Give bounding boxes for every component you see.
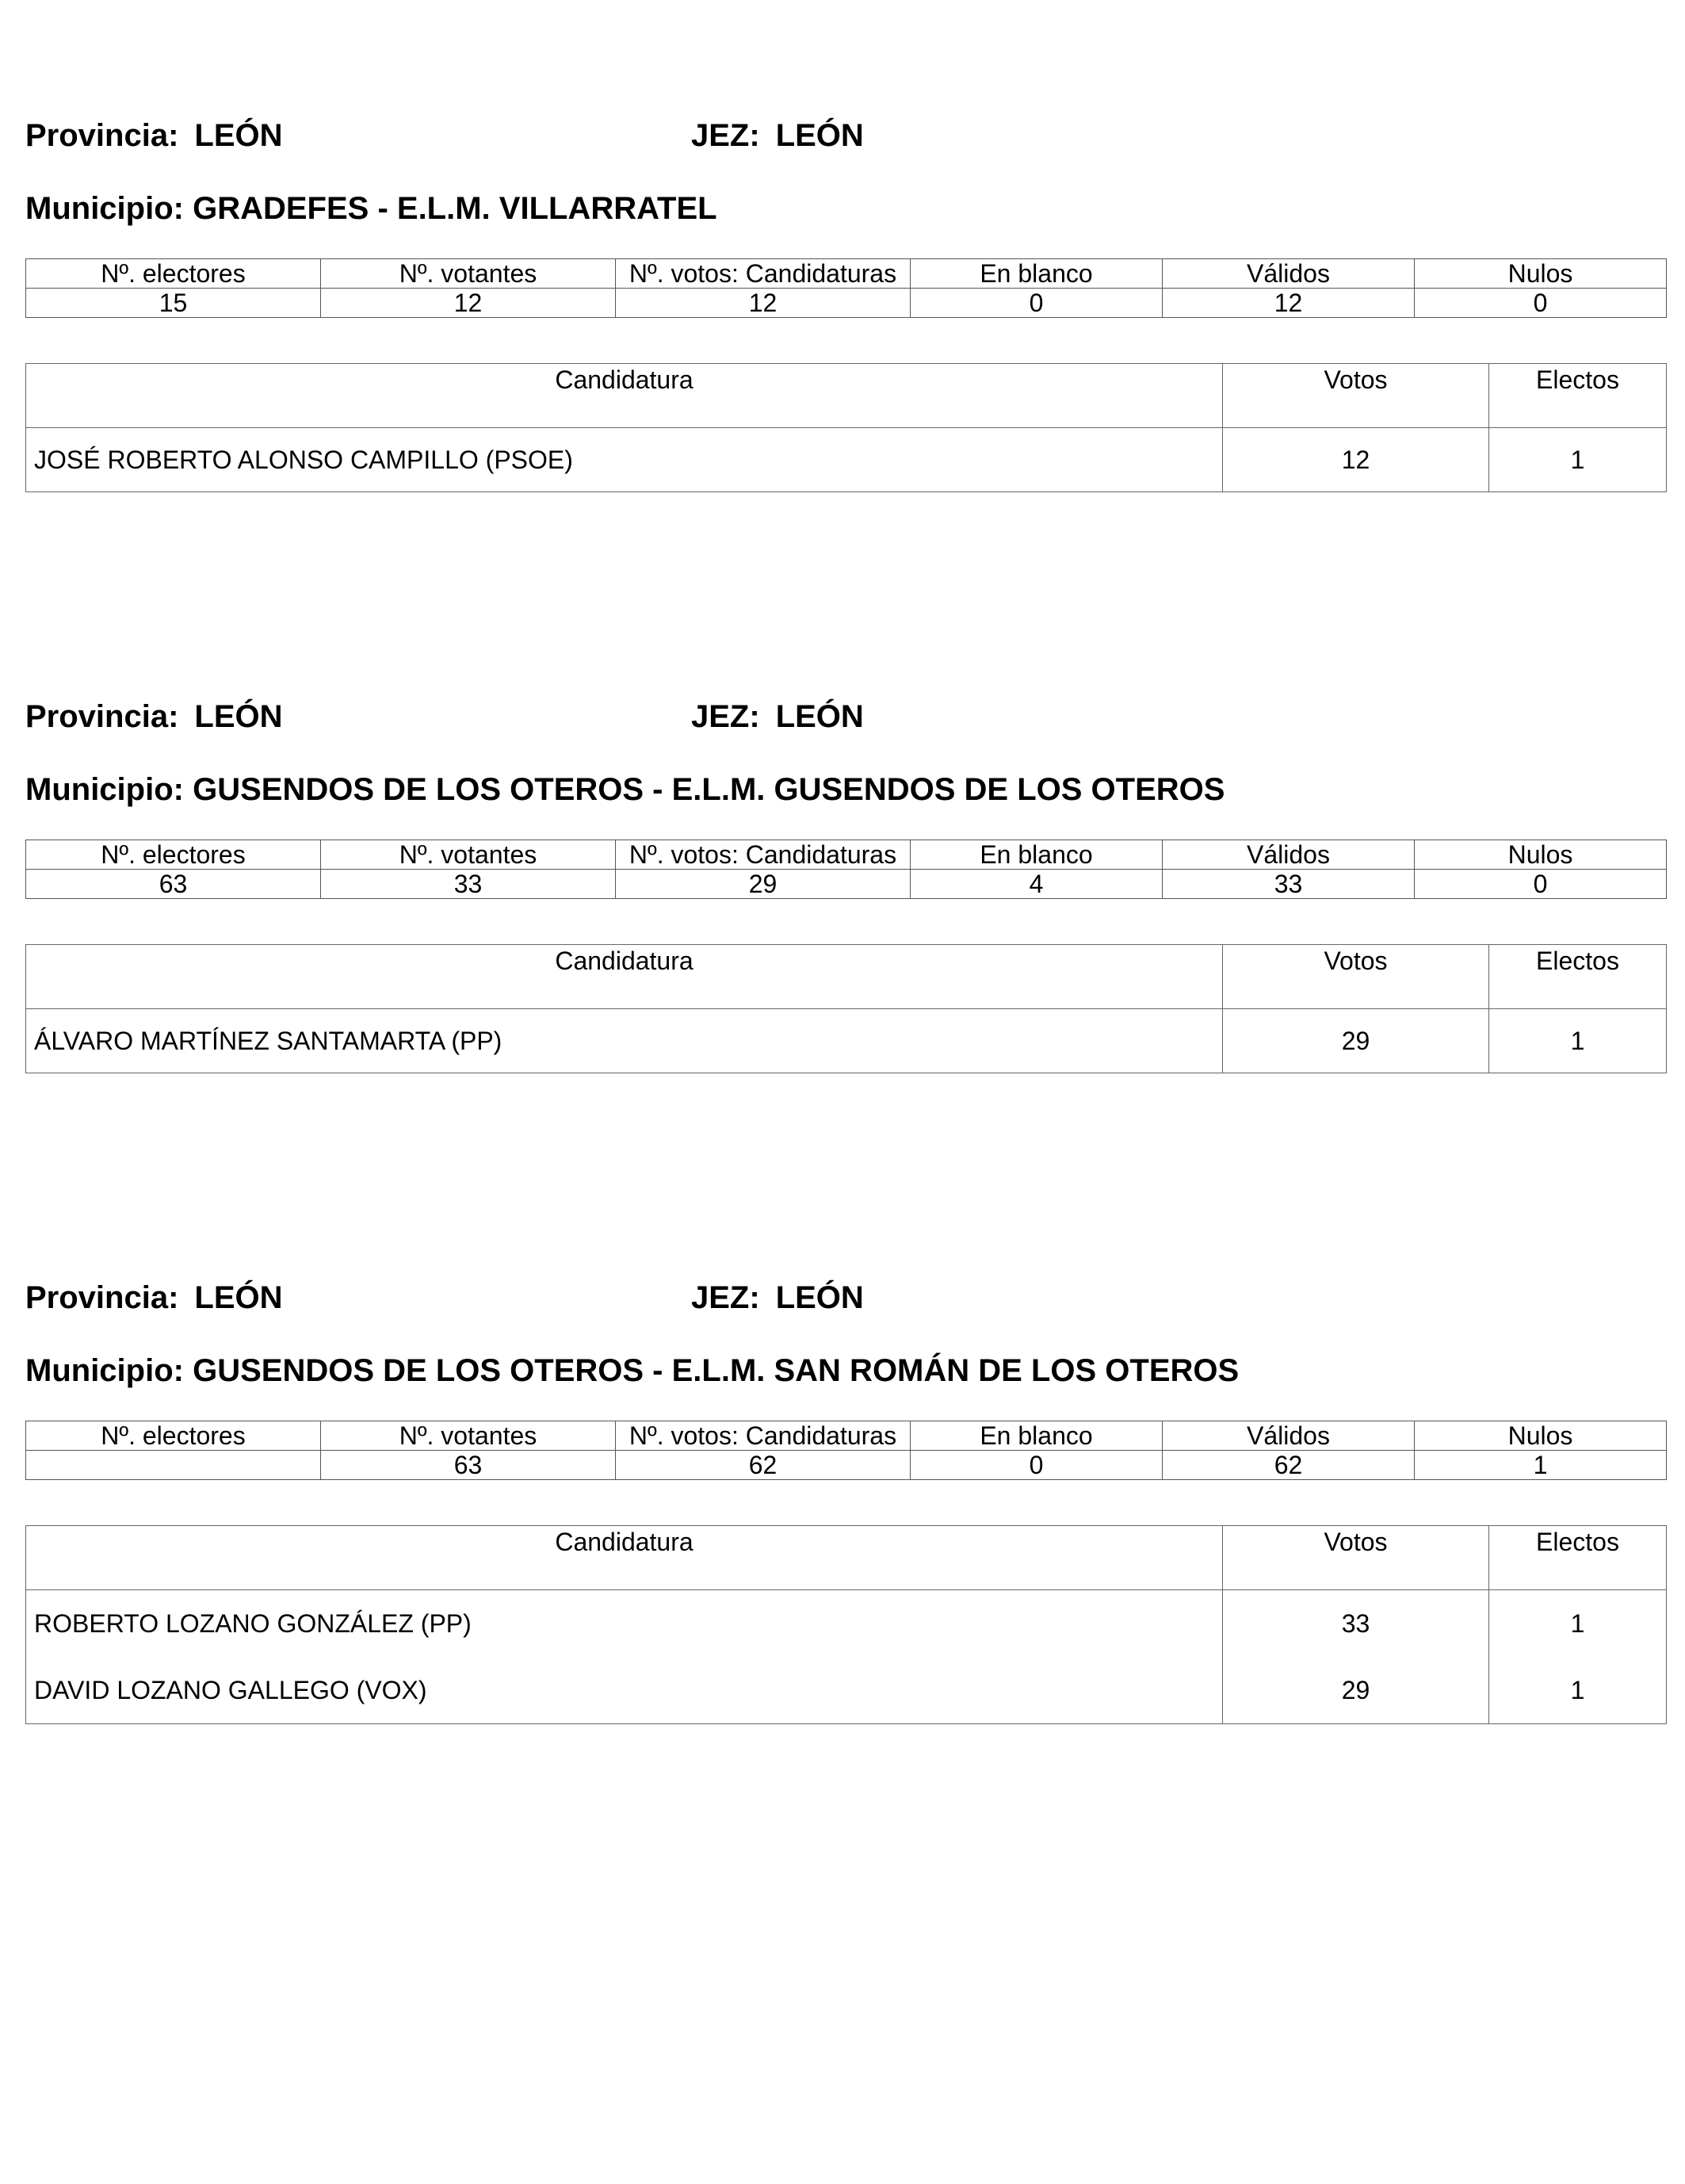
candidate-electos: 1 xyxy=(1489,1009,1667,1073)
stats-header-row xyxy=(26,1421,1667,1451)
provincia-line xyxy=(25,697,283,736)
stats-value-validos: 33 xyxy=(1163,870,1415,899)
provincia-value: LEÓN xyxy=(194,699,283,734)
candidates-header-row xyxy=(26,364,1667,428)
provincia-label: Provincia: xyxy=(25,1280,179,1315)
candidates-table xyxy=(25,1525,1667,1724)
stats-table xyxy=(25,840,1667,899)
stats-header-row xyxy=(26,840,1667,870)
provincia-value: LEÓN xyxy=(194,1280,283,1315)
candidates-header-electos: Electos xyxy=(1489,945,1667,1009)
jez-line xyxy=(691,1278,864,1318)
candidate-row xyxy=(26,428,1667,492)
stats-header-nulos: Nulos xyxy=(1415,259,1667,289)
candidates-header-votos: Votos xyxy=(1223,364,1489,428)
provincia-line xyxy=(25,1278,283,1318)
jez-value: LEÓN xyxy=(775,699,864,734)
candidate-name: ROBERTO LOZANO GONZÁLEZ (PP) xyxy=(26,1590,1223,1658)
candidate-electos: 1 xyxy=(1489,1590,1667,1658)
jez-value: LEÓN xyxy=(775,118,864,153)
candidates-table xyxy=(25,363,1667,492)
municipio-line xyxy=(25,770,1225,809)
municipio-label: Municipio: xyxy=(25,1353,184,1388)
candidates-header-electos: Electos xyxy=(1489,1526,1667,1590)
jez-value: LEÓN xyxy=(775,1280,864,1315)
stats-value-validos: 62 xyxy=(1163,1451,1415,1480)
candidate-votos: 29 xyxy=(1223,1657,1489,1724)
stats-value-votantes: 63 xyxy=(321,1451,616,1480)
candidate-votos: 29 xyxy=(1223,1009,1489,1073)
candidate-row xyxy=(26,1009,1667,1073)
municipio-value: GRADEFES - E.L.M. VILLARRATEL xyxy=(193,191,717,226)
stats-value-votantes: 12 xyxy=(321,289,616,318)
candidates-header-electos: Electos xyxy=(1489,364,1667,428)
candidate-votos: 12 xyxy=(1223,428,1489,492)
stats-header-validos: Válidos xyxy=(1163,840,1415,870)
stats-header-en-blanco: En blanco xyxy=(911,1421,1163,1451)
jez-label: JEZ: xyxy=(691,699,760,734)
stats-value-electores: 15 xyxy=(26,289,321,318)
municipio-value: GUSENDOS DE LOS OTEROS - E.L.M. SAN ROMÁN DE LOS OTEROS xyxy=(193,1353,1240,1388)
stats-value-votantes: 33 xyxy=(321,870,616,899)
provincia-label: Provincia: xyxy=(25,118,179,153)
municipio-value: GUSENDOS DE LOS OTEROS - E.L.M. GUSENDOS DE LOS OTEROS xyxy=(193,772,1225,807)
candidate-name: JOSÉ ROBERTO ALONSO CAMPILLO (PSOE) xyxy=(26,428,1223,492)
stats-value-votos-candidaturas: 62 xyxy=(616,1451,911,1480)
candidates-table xyxy=(25,944,1667,1073)
stats-header-validos: Válidos xyxy=(1163,259,1415,289)
municipio-line xyxy=(25,189,717,228)
stats-value-votos-candidaturas: 29 xyxy=(616,870,911,899)
stats-header-electores: Nº. electores xyxy=(26,1421,321,1451)
stats-value-nulos: 1 xyxy=(1415,1451,1667,1480)
provincia-value: LEÓN xyxy=(194,118,283,153)
stats-value-validos: 12 xyxy=(1163,289,1415,318)
stats-value-nulos: 0 xyxy=(1415,870,1667,899)
candidate-electos: 1 xyxy=(1489,1657,1667,1724)
candidates-header-candidatura: Candidatura xyxy=(26,1526,1223,1590)
stats-header-validos: Válidos xyxy=(1163,1421,1415,1451)
candidate-votos: 33 xyxy=(1223,1590,1489,1658)
stats-header-votos-candidaturas: Nº. votos: Candidaturas xyxy=(616,1421,911,1451)
jez-line xyxy=(691,697,864,736)
stats-value-electores: 63 xyxy=(26,870,321,899)
stats-table xyxy=(25,258,1667,318)
jez-label: JEZ: xyxy=(691,1280,760,1315)
stats-value-row xyxy=(26,870,1667,899)
candidates-header-votos: Votos xyxy=(1223,1526,1489,1590)
stats-header-row xyxy=(26,259,1667,289)
jez-line xyxy=(691,116,864,155)
candidate-row xyxy=(26,1590,1667,1658)
candidates-header-row xyxy=(26,1526,1667,1590)
provincia-line xyxy=(25,116,283,155)
candidates-header-candidatura: Candidatura xyxy=(26,364,1223,428)
stats-header-en-blanco: En blanco xyxy=(911,840,1163,870)
stats-value-row xyxy=(26,1451,1667,1480)
municipio-label: Municipio: xyxy=(25,191,184,226)
candidates-header-votos: Votos xyxy=(1223,945,1489,1009)
stats-header-votos-candidaturas: Nº. votos: Candidaturas xyxy=(616,840,911,870)
stats-value-en-blanco: 0 xyxy=(911,1451,1163,1480)
candidate-row xyxy=(26,1657,1667,1724)
stats-header-nulos: Nulos xyxy=(1415,840,1667,870)
stats-header-votantes: Nº. votantes xyxy=(321,1421,616,1451)
stats-header-votantes: Nº. votantes xyxy=(321,259,616,289)
stats-value-nulos: 0 xyxy=(1415,289,1667,318)
stats-header-votantes: Nº. votantes xyxy=(321,840,616,870)
municipio-line xyxy=(25,1351,1239,1390)
stats-header-electores: Nº. electores xyxy=(26,259,321,289)
stats-value-electores xyxy=(26,1451,321,1480)
candidates-header-candidatura: Candidatura xyxy=(26,945,1223,1009)
stats-header-electores: Nº. electores xyxy=(26,840,321,870)
stats-header-nulos: Nulos xyxy=(1415,1421,1667,1451)
stats-table xyxy=(25,1421,1667,1480)
candidate-name: DAVID LOZANO GALLEGO (VOX) xyxy=(26,1657,1223,1724)
stats-value-votos-candidaturas: 12 xyxy=(616,289,911,318)
candidate-name: ÁLVARO MARTÍNEZ SANTAMARTA (PP) xyxy=(26,1009,1223,1073)
municipio-label: Municipio: xyxy=(25,772,184,807)
stats-value-en-blanco: 0 xyxy=(911,289,1163,318)
stats-value-en-blanco: 4 xyxy=(911,870,1163,899)
stats-value-row xyxy=(26,289,1667,318)
candidate-electos: 1 xyxy=(1489,428,1667,492)
jez-label: JEZ: xyxy=(691,118,760,153)
provincia-label: Provincia: xyxy=(25,699,179,734)
stats-header-en-blanco: En blanco xyxy=(911,259,1163,289)
candidates-header-row xyxy=(26,945,1667,1009)
stats-header-votos-candidaturas: Nº. votos: Candidaturas xyxy=(616,259,911,289)
